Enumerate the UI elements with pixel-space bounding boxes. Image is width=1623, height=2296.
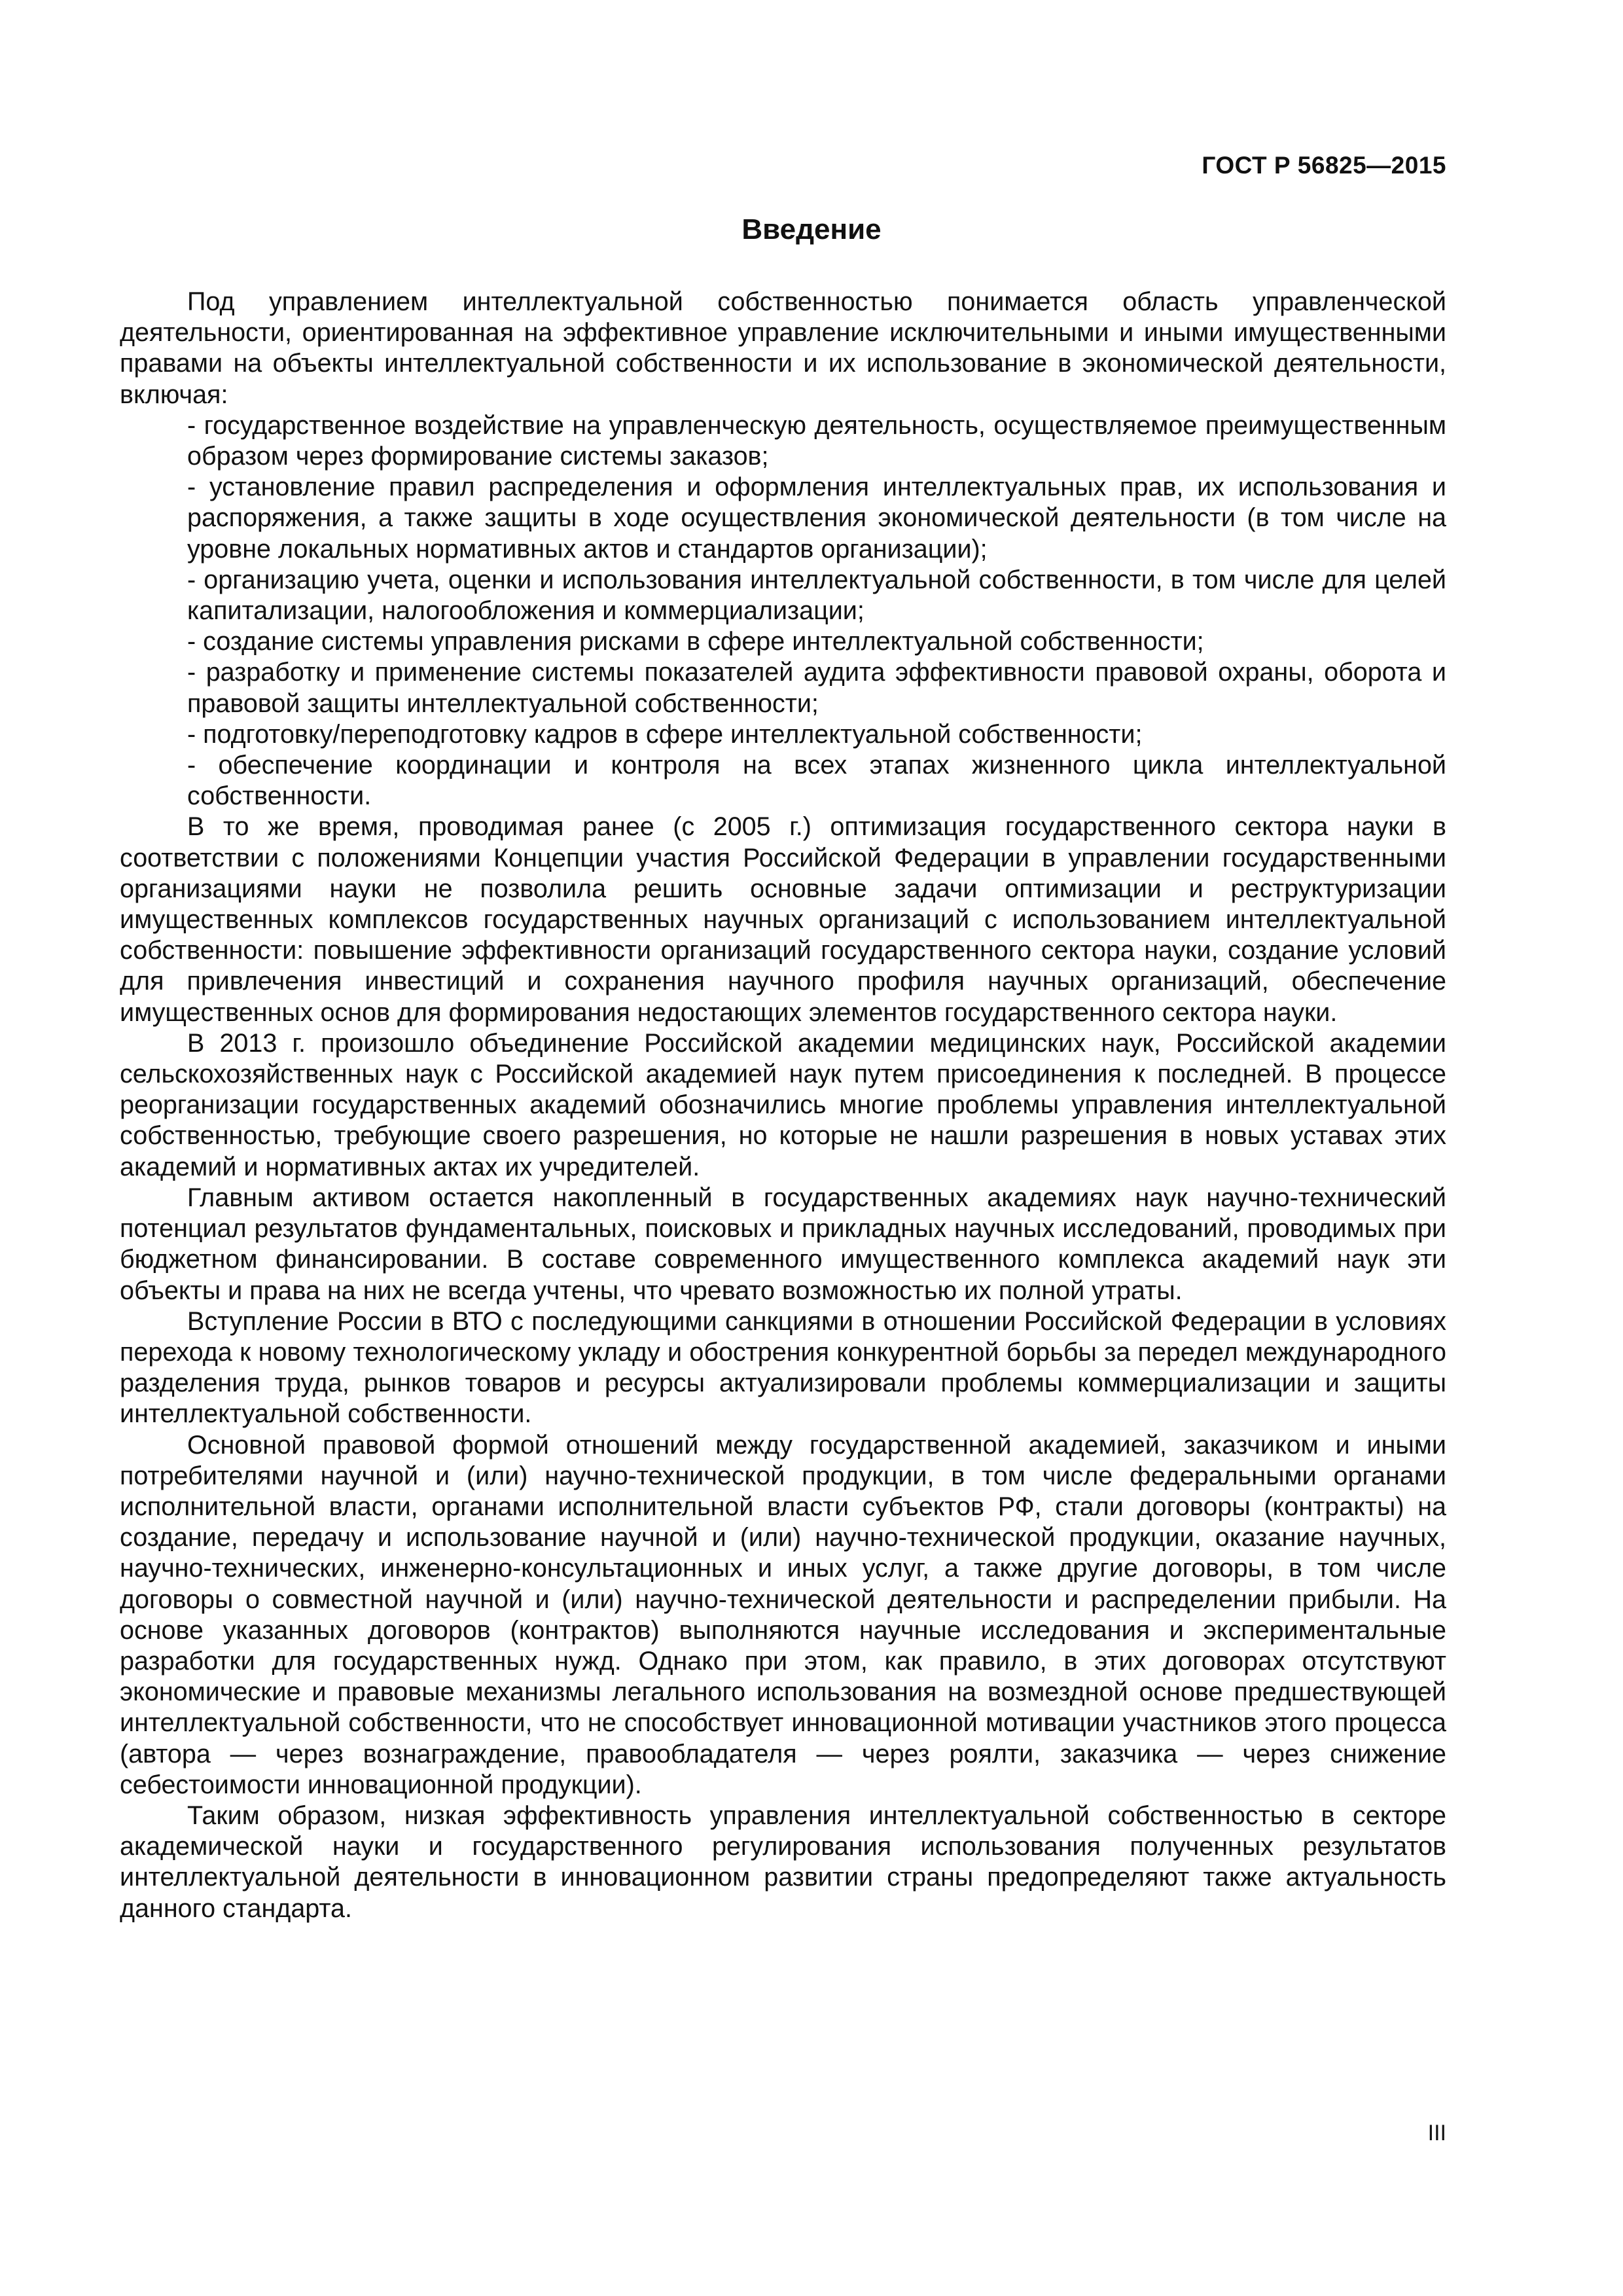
paragraph-academies-merger: В 2013 г. произошло объединение Российской академии медицинских наук, Российской академии сельскохозяйственных наук с Российской академией наук путем присоединения к последней. В процессе реорганизации государственных академий обозначились многие проблемы управления интеллектуальной собственностью, требующие своего разрешения, но которые не нашли разрешения в новых уставах этих академий и нормативных актах их учредителей. [120, 1028, 1446, 1181]
paragraph-optimization: В то же время, проводимая ранее (с 2005 г.) оптимизация государственного сектора науки в соответствии с положениями Концепции участия Российской Федерации в управлении государственными организациями науки не позволила решить основные задачи оптимизации и реструктуризации имущественных комплексов государственных научных организаций с использованием интеллектуальной собственности: повышение эффективности организаций государственного сектора науки, создание условий для привлечения инвестиций и сохранения научного профиля научных организаций, обеспечение имущественных основ для формирования недостающих элементов государственного сектора науки. [120, 812, 1446, 1027]
list-item: - установление правил распределения и оформления интеллектуальных прав, их использования и распоряжения, а также защиты в ходе осуществления экономической деятельности (в том числе на уровне локальных нормативных актов и стандартов организации); [187, 473, 1446, 564]
page-number: III [1427, 2121, 1446, 2145]
paragraph-wto: Вступление России в ВТО с последующими санкциями в отношении Российской Федерации в условиях перехода к новому технологическому укладу и обострения конкурентной борьбы за передел международного разделения труда, рынков товаров и ресурсы актуализировали проблемы коммерциализации и защиты интеллектуальной собственности. [120, 1306, 1446, 1429]
paragraph-contracts: Основной правовой формой отношений между государственной академией, заказчиком и иными потребителями научной и (или) научно-технической продукции, в том числе федеральными органами исполнительной власти, органами исполнительной власти субъектов РФ, стали договоры (контракты) на создание, передачу и использование научной и (или) научно-технической продукции, оказание научных, научно-технических, инженерно-консультационных и иных услуг, а также другие договоры, в том числе договоры о совместной научной и (или) научно-технической деятельности и распределении прибыли. На основе указанных договоров (контрактов) выполняются научные исследования и экспериментальные разработки для государственных нужд. Однако при этом, как правило, в этих договорах отсутствуют экономические и правовые механизмы легального использования на возмездной основе предшествующей интеллектуальной собственности, что не способствует инновационной мотивации участников этого процесса (автора — через вознаграждение, правообладателя — через роялти, заказчика — через снижение себестоимости инновационной продукции). [120, 1430, 1446, 1799]
body-text [120, 287, 1446, 1924]
list-item: - государственное воздействие на управленческую деятельность, осуществляемое преимущественным образом через формирование системы заказов; [187, 410, 1446, 471]
paragraph-conclusion: Таким образом, низкая эффективность управления интеллектуальной собственностью в секторе академической науки и государственного регулирования использования полученных результатов интеллектуальной деятельности в инновационном развитии страны предопределяют также актуальность данного стандарта. [120, 1801, 1446, 1923]
page-title: Введение [741, 213, 882, 245]
list-item: - создание системы управления рисками в сфере интеллектуальной собственности; [187, 627, 1204, 656]
list-item: - разработку и применение системы показателей аудита эффективности правовой охраны, оборота и правовой защиты интеллектуальной собственности; [187, 658, 1446, 718]
list-item: - обеспечение координации и контроля на всех этапах жизненного цикла интеллектуальной собственности. [187, 751, 1446, 811]
paragraph-main-asset: Главным активом остается накопленный в государственных академиях наук научно-технический потенциал результатов фундаментальных, поисковых и прикладных научных исследований, проводимых при бюджетном финансировании. В составе современного имущественного комплекса академий наук эти объекты и права на них не всегда учтены, что чревато возможностью их полной утраты. [120, 1183, 1446, 1305]
list-item: - подготовку/переподготовку кадров в сфере интеллектуальной собственности; [187, 719, 1143, 749]
standard-code: ГОСТ Р 56825—2015 [1202, 152, 1446, 179]
intro-paragraph: Под управлением интеллектуальной собственностью понимается область управленческой деятельности, ориентированная на эффективное управление исключительными и иными имущественными правами на объекты интеллектуальной собственности и их использование в экономической деятельности, включая: [120, 287, 1446, 409]
list-item: - организацию учета, оценки и использования интеллектуальной собственности, в том числе для целей капитализации, налогообложения и коммерциализации; [187, 565, 1446, 626]
